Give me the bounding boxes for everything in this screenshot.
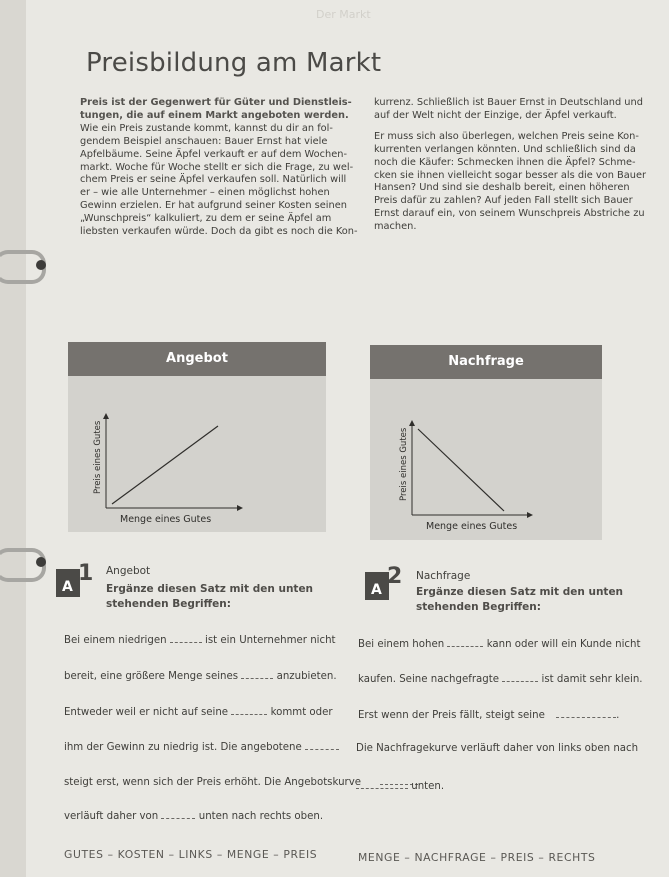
- demand-chart-title: Nachfrage: [370, 345, 602, 379]
- intro-line: Hansen? Und sind sie deshalb bereit, einen höheren: [374, 182, 630, 194]
- intro-line: cken sie ihnen vielleicht sogar besser als die von Bauer: [374, 169, 647, 181]
- demand-x-label: Menge eines Gutes: [426, 521, 518, 532]
- intro-line: kurrenten verlangen könnten. Und schließlich sind da: [374, 143, 636, 155]
- task2-line: [358, 672, 643, 685]
- intro-line: chem Preis er seine Äpfel verkaufen soll. Natürlich will: [80, 174, 347, 186]
- intro-line: gendem Beispiel anschauen: Bauer Ernst hat viele: [80, 135, 328, 147]
- supply-chart: [68, 342, 326, 532]
- task1-title: Angebot: [106, 565, 151, 577]
- task1-text: Bei einem niedrigen: [64, 635, 167, 646]
- task2-text: Die Nachfragekurve verläuft daher von links oben nach: [356, 743, 639, 754]
- supply-x-label: Menge eines Gutes: [120, 514, 212, 525]
- intro-line: Er muss sich also überlegen, welchen Preis seine Kon-: [374, 130, 639, 142]
- task2-line: [358, 637, 640, 650]
- task2-line: [356, 779, 444, 792]
- task2-text: unten.: [411, 781, 445, 792]
- task1-text: anzubieten.: [276, 671, 337, 682]
- show-through-text: Der Markt: [316, 8, 371, 21]
- demand-chart: [370, 345, 602, 540]
- intro-line: kurrenz. Schließlich ist Bauer Ernst in Deutschland und: [374, 97, 643, 108]
- intro-left-column: [80, 97, 358, 239]
- intro-line: tungen, die auf einem Markt angeboten werden.: [80, 109, 349, 121]
- task1-line: [64, 633, 336, 646]
- task1-line: [64, 740, 339, 753]
- task1-instruction: [106, 583, 313, 611]
- intro-line: noch die Käufer: Schmecken ihnen die Äpfel? Schme-: [374, 156, 636, 168]
- task1-text: steigt erst, wenn sich der Preis erhöht. Die Angebotskurve: [64, 777, 362, 788]
- task2-instruction: [416, 586, 623, 614]
- supply-chart-svg: [68, 376, 326, 532]
- task1-blank-input[interactable]: [305, 740, 339, 750]
- intro-line: Apfelbäume. Seine Äpfel verkauft er auf dem Wochen-: [80, 148, 348, 160]
- task2-blank-input[interactable]: [447, 637, 483, 647]
- task1-blank-input[interactable]: [161, 809, 195, 819]
- task1-word-bank: GUTES – KOSTEN – LINKS – MENGE – PREIS: [64, 848, 318, 861]
- task2-text: Bei einem hohen: [358, 639, 445, 650]
- task1-instruction-line: Ergänze diesen Satz mit den unten: [106, 583, 314, 595]
- intro-line: Gewinn erzielen. Er hat aufgrund seiner Kosten seinen: [80, 200, 347, 212]
- task2-text: ist damit sehr klein.: [541, 674, 643, 685]
- task1-line: [64, 809, 323, 822]
- task2-blank-input[interactable]: [556, 708, 616, 718]
- task1-number: 1: [78, 561, 94, 586]
- task2-text: kaufen. Seine nachgefragte: [358, 674, 499, 685]
- punch-hole-top: [36, 260, 46, 270]
- task2-text: .: [616, 710, 620, 721]
- task1-line: [64, 705, 333, 718]
- task2-line: [358, 708, 619, 721]
- task2-blank-input[interactable]: [502, 672, 538, 682]
- task1-badge-letter: A: [62, 579, 73, 595]
- task1-badge: [56, 561, 92, 597]
- task2-number: 2: [387, 564, 403, 589]
- task2-title: Nachfrage: [416, 570, 471, 582]
- intro-line: Wie ein Preis zustande kommt, kannst du dir an fol-: [80, 122, 333, 134]
- intro-line: „Wunschpreis“ kalkuliert, zu dem er seine Äpfel am: [80, 213, 332, 225]
- intro-line: Preis dafür zu zahlen? Auf jeden Fall stellt sich Bauer: [374, 195, 633, 207]
- intro-line: er – wie alle Unternehmer – einen möglichst hohen: [80, 187, 330, 199]
- task2-text: Erst wenn der Preis fällt, steigt seine: [358, 710, 545, 721]
- demand-chart-svg: [370, 379, 602, 540]
- task1-text: bereit, eine größere Menge seines: [64, 671, 239, 682]
- supply-chart-title: Angebot: [68, 342, 326, 376]
- page-title: Preisbildung am Markt: [86, 48, 382, 78]
- intro-line: machen.: [374, 221, 417, 233]
- task1-text: kommt oder: [270, 707, 333, 718]
- supply-curve: [112, 426, 218, 504]
- task1-text: verläuft daher von: [64, 811, 159, 822]
- task2-line: [356, 743, 638, 754]
- task2-blank-input[interactable]: [356, 779, 408, 789]
- task1-line: [64, 669, 337, 682]
- intro-line: liebsten verkaufen würde. Doch da gibt es noch die Kon-: [80, 226, 358, 238]
- task1-text: unten nach rechts oben.: [198, 811, 324, 822]
- intro-line: Preis ist der Gegenwert für Güter und Dienstleis-: [80, 97, 352, 108]
- task2-badge-letter: A: [371, 582, 382, 598]
- task2-instruction-line: stehenden Begriffen:: [416, 601, 541, 613]
- binder-edge: [0, 0, 26, 877]
- supply-y-label: Preis eines Gutes: [93, 420, 103, 494]
- task1-instruction-line: stehenden Begriffen:: [106, 598, 231, 610]
- task1-text: Entweder weil er nicht auf seine: [64, 707, 229, 718]
- demand-y-label: Preis eines Gutes: [399, 427, 409, 501]
- task2-word-bank: MENGE – NACHFRAGE – PREIS – RECHTS: [358, 851, 596, 864]
- task1-text: ihm der Gewinn zu niedrig ist. Die angebotene: [64, 742, 302, 753]
- task2-text: kann oder will ein Kunde nicht: [486, 639, 641, 650]
- intro-line: auf der Welt nicht der Einzige, der Äpfel verkauft.: [374, 109, 617, 121]
- task1-blank-input[interactable]: [231, 705, 267, 715]
- intro-line: Ernst darauf ein, von seinem Wunschpreis Abstriche zu: [374, 208, 645, 220]
- intro-line: [374, 123, 646, 131]
- task2-badge: [365, 564, 401, 600]
- task1-blank-input[interactable]: [241, 669, 273, 679]
- intro-line: markt. Woche für Woche stellt er sich die Frage, zu wel-: [80, 161, 354, 173]
- demand-curve: [418, 429, 504, 511]
- intro-right-column: [374, 97, 646, 234]
- punch-hole-bottom: [36, 557, 46, 567]
- task2-instruction-line: Ergänze diesen Satz mit den unten: [416, 586, 624, 598]
- task1-text: ist ein Unternehmer nicht: [205, 635, 336, 646]
- task1-blank-input[interactable]: [170, 633, 202, 643]
